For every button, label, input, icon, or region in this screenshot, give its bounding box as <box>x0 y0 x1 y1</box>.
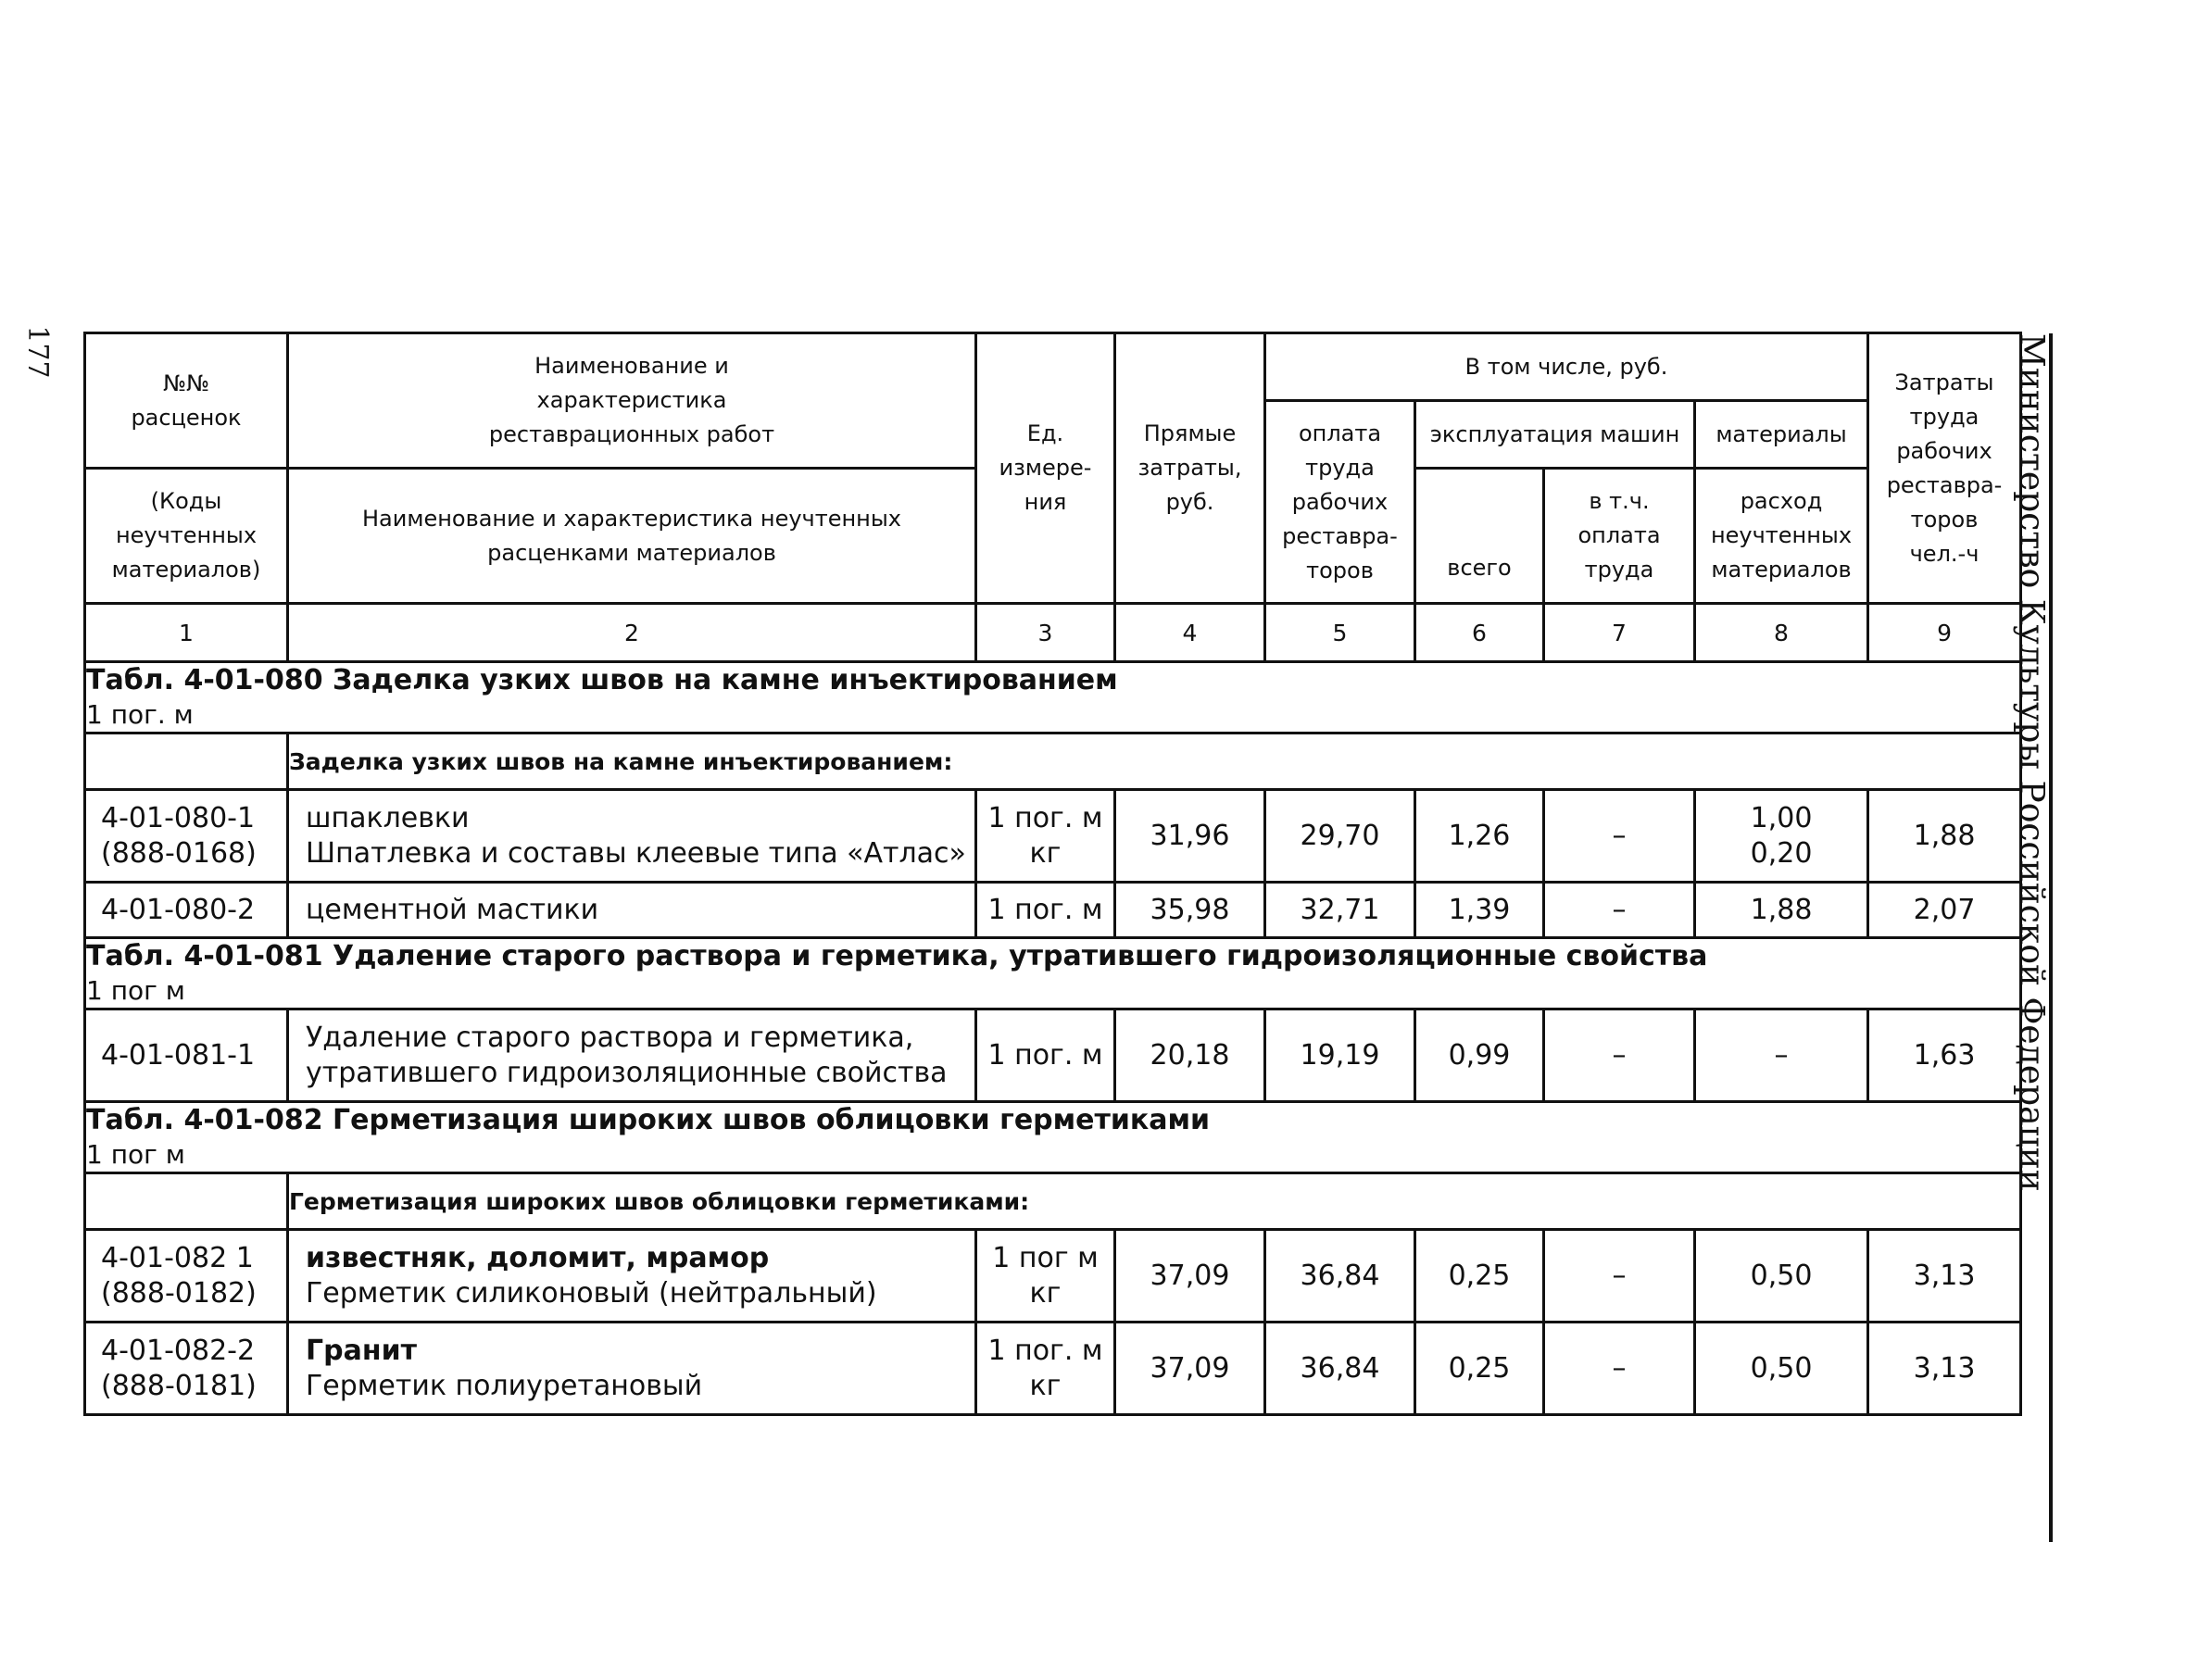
header-col2-bottom: Наименование и характеристика неучтенных расценками материалов <box>288 469 976 604</box>
section-title: Табл. 4-01-081 Удаление старого раствора и герметика, утратившего гидроизоляционные свойства <box>86 940 1708 972</box>
header-col5: оплата труда рабочих реставра-торов <box>1265 401 1415 604</box>
header-col1-top: №№ расценок <box>85 333 288 469</box>
header-col1-bottom: (Коды неучтенных материалов) <box>85 469 288 604</box>
section-subheader-row <box>85 733 2021 790</box>
ministry-divider <box>2049 333 2053 1542</box>
section-subheader: Герметизация широких швов облицовки герметиками: <box>288 1173 2021 1230</box>
table-row: 4-01-080-1 (888-0168) шпаклевки Шпатлевка и составы клеевые типа «Атлас» 1 пог. м кг 31,96 29,70 1,26 – 1,00 0,20 1,88 <box>85 790 2021 883</box>
header-col6: всего <box>1415 469 1544 604</box>
section-subheader-row <box>85 1173 2021 1230</box>
section-unit: 1 пог м <box>86 975 185 1006</box>
column-numbers-row: 1 2 3 4 5 6 7 8 9 <box>85 604 2021 662</box>
header-materials: материалы <box>1695 401 1868 469</box>
table-row: 4-01-082 1 (888-0182) известняк, доломит, мрамор Герметик силиконовый (нейтральный) 1 пог м кг 37,09 36,84 0,25 – 0,50 3,13 <box>85 1230 2021 1323</box>
section-header <box>85 1102 2021 1173</box>
header-group: В том числе, руб. <box>1265 333 1868 401</box>
header-col4: Прямые затраты, руб. <box>1115 333 1265 604</box>
header-col9: Затраты труда рабочих реставра-торов чел.-ч <box>1868 333 2021 604</box>
table-row: 4-01-082-2 (888-0181) Гранит Герметик полиуретановый 1 пог. м кг 37,09 36,84 0,25 – 0,50 3,13 <box>85 1323 2021 1415</box>
section-subheader: Заделка узких швов на камне инъектированием: <box>288 733 2021 790</box>
header-machines: эксплуатация машин <box>1415 401 1695 469</box>
header-col7: в т.ч. оплата труда <box>1544 469 1695 604</box>
section-title: Табл. 4-01-080 Заделка узких швов на камне инъектированием <box>86 664 1118 696</box>
header-col2-top: Наименование и характеристика реставрационных работ <box>288 333 976 469</box>
section-title: Табл. 4-01-082 Герметизация широких швов облицовки герметиками <box>86 1104 1211 1136</box>
section-header <box>85 662 2021 733</box>
ministry-title: Министерство Культуры Российской Федерации <box>2012 333 2051 1192</box>
section-header <box>85 938 2021 1009</box>
section-unit: 1 пог. м <box>86 699 194 730</box>
price-table <box>83 332 2022 1416</box>
table-row: 4-01-080-2 цементной мастики 1 пог. м 35,98 32,71 1,39 – 1,88 2,07 <box>85 883 2021 938</box>
header-col3: Ед. измере-ния <box>976 333 1115 604</box>
page-number: 177 <box>21 325 54 379</box>
header-col8: расход неучтенных материалов <box>1695 469 1868 604</box>
table-row: 4-01-081-1 Удаление старого раствора и герметика, утратившего гидроизоляционные свойства 1 пог. м 20,18 19,19 0,99 – – 1,63 <box>85 1009 2021 1102</box>
section-unit: 1 пог м <box>86 1139 185 1170</box>
